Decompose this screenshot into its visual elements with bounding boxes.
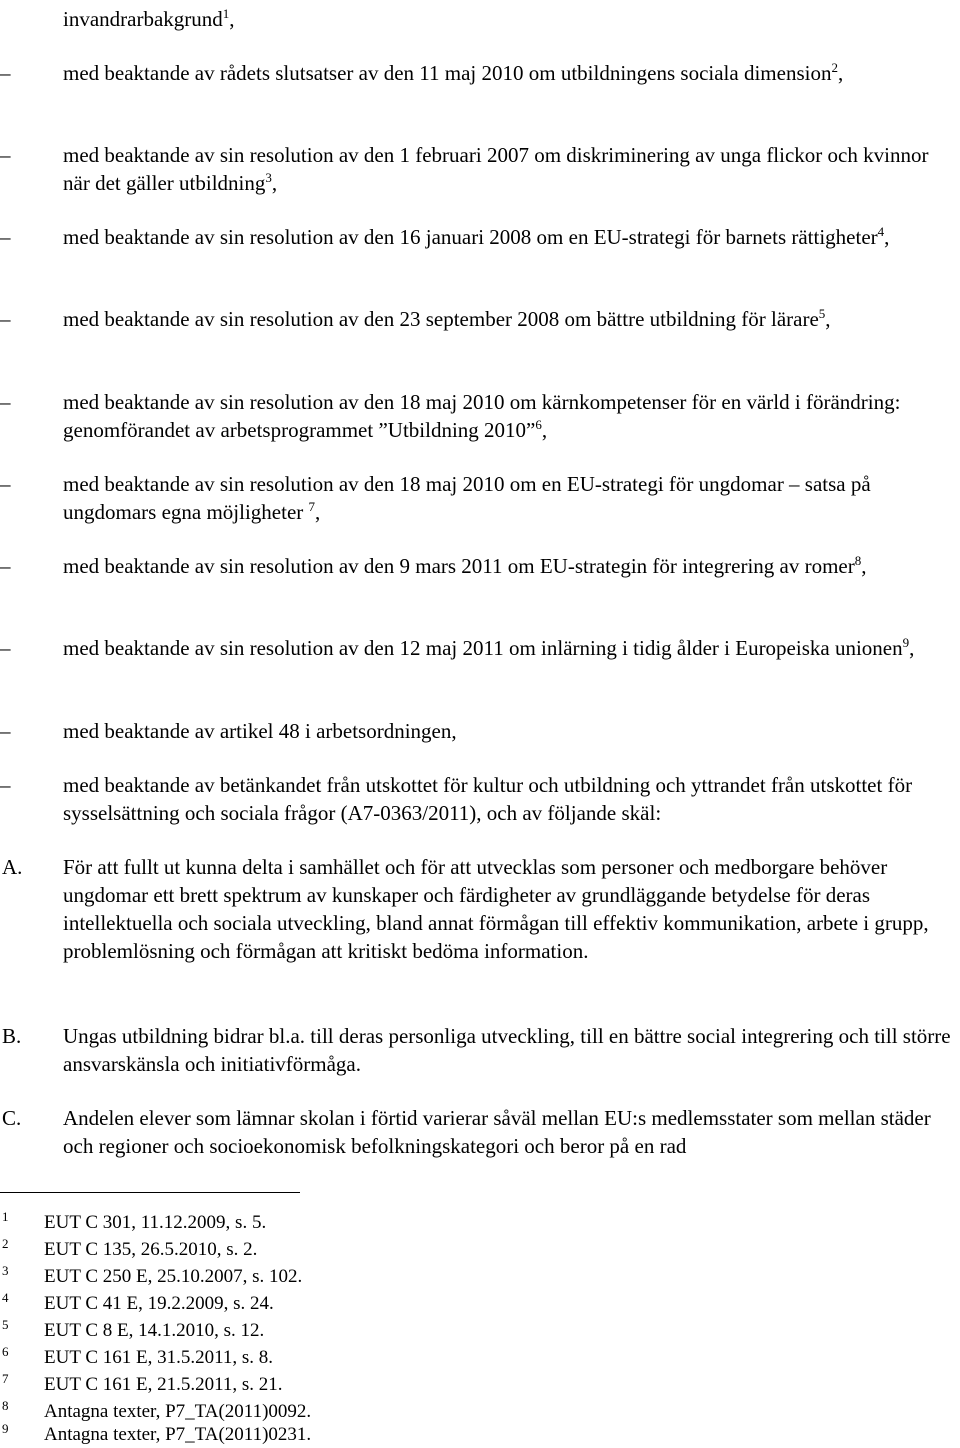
footnote-ref: 4 — [877, 224, 885, 239]
footnote-number: 9 — [2, 1421, 9, 1436]
footnote-text: EUT C 41 E, 19.2.2009, s. 24. — [44, 1293, 274, 1314]
dash-marker: – — [0, 773, 11, 797]
citation-4: – med beaktande av sin resolution av den 23 september 2008 om bättre utbildning för lärare$^5$, — [0, 306, 831, 331]
footnote-ref: 7 — [308, 499, 316, 514]
citation-5: – med beaktande av sin resolution av den 18 maj 2010 om kärnkompetenser för en värld i förändring: genomförandet av arbetsprogrammet ”Utbildning 2010”$^6$, — [0, 390, 901, 442]
recital-letter: B. — [2, 1024, 22, 1048]
citation-text: med beaktande av sin resolution av den 16 januari 2008 om en EU-strategi för barnets rättigheter — [63, 225, 878, 249]
footnote — [0, 1236, 900, 1263]
recital-text: Andelen elever som lämnar skolan i förtid varierar såväl mellan EU:s medlemsstater som mellan städer och regioner och socioekonomisk befolkningskategori och beror på en rad — [63, 1106, 931, 1158]
footnote-text: Antagna texter, P7_TA(2011)0092. — [44, 1401, 312, 1422]
footnote-ref: 9 — [902, 635, 910, 650]
footnote — [0, 1317, 900, 1344]
intro-fragment: invandrarbakgrund$^1$, — [63, 6, 235, 31]
citation-7: – med beaktande av sin resolution av den 9 mars 2011 om EU-strategin för integrering av romer$^8$, — [0, 553, 867, 578]
intro-text: invandrarbakgrund — [63, 7, 223, 31]
dash-marker: – — [0, 390, 11, 414]
footnote — [0, 1344, 900, 1371]
dash-marker: – — [0, 719, 11, 743]
footnote-text: EUT C 250 E, 25.10.2007, s. 102. — [44, 1266, 303, 1287]
dash-marker: – — [0, 143, 11, 167]
citation-1: – med beaktande av rådets slutsatser av den 11 maj 2010 om utbildningens sociala dimension$^2$, — [0, 60, 844, 85]
recital-text: För att fullt ut kunna delta i samhället och för att utvecklas som personer och medborgare behöver ungdomar ett brett spektrum av kunskaper och färdigheter av grundläggande betydelse för deras intellektuella och sociala utveckling, bland annat förmågan till effektiv kommunikation, arbete i grupp, problemlösning och förmågan att kritiskt bedöma information. — [63, 855, 929, 963]
footnote-number: 8 — [2, 1398, 9, 1413]
citation-2: – med beaktande av sin resolution av den 1 februari 2007 om diskriminering av unga flickor och kvinnor när det gäller utbildning$^3$, — [0, 143, 929, 195]
recital-letter: C. — [2, 1106, 22, 1130]
footnote-ref: 2 — [831, 60, 838, 75]
footnote-number: 1 — [2, 1209, 9, 1224]
footnote-number: 2 — [2, 1236, 9, 1251]
footnote-separator — [0, 1192, 300, 1193]
recital-text: Ungas utbildning bidrar bl.a. till deras personliga utveckling, till en bättre social integrering och till större ansvarskänsla och initiativförmåga. — [63, 1024, 951, 1076]
footnote-ref: 1 — [222, 6, 230, 21]
footnote-number: 7 — [2, 1371, 9, 1386]
footnote-number: 6 — [2, 1344, 9, 1359]
citation-text: med beaktande av rådets slutsatser av den 11 maj 2010 om utbildningens sociala dimension — [63, 61, 832, 85]
footnote-text: EUT C 301, 11.12.2009, s. 5. — [44, 1212, 267, 1233]
footnote-text: EUT C 161 E, 21.5.2011, s. 21. — [44, 1374, 283, 1395]
recital-a — [0, 853, 960, 965]
dash-marker: – — [0, 636, 11, 660]
citation-6: – med beaktande av sin resolution av den 18 maj 2010 om en EU-strategi för ungdomar – satsa på ungdomars egna möjligheter $^7$, — [0, 472, 871, 524]
footnote-number: 5 — [2, 1317, 9, 1332]
citation-text: med beaktande av sin resolution av den 18 maj 2010 om en EU-strategi för ungdomar – satsa på ungdomars egna möjligheter — [63, 472, 871, 524]
citation-10 — [0, 771, 960, 827]
citation-text: med beaktande av sin resolution av den 18 maj 2010 om kärnkompetenser för en värld i förändring: genomförandet av arbetsprogrammet ”Utbildning 2010” — [63, 390, 901, 442]
recital-b — [0, 1022, 960, 1078]
footnote — [0, 1371, 900, 1398]
dash-marker: – — [0, 554, 11, 578]
dash-marker: – — [0, 472, 11, 496]
citation-text: med beaktande av sin resolution av den 23 september 2008 om bättre utbildning för lärare — [63, 307, 819, 331]
citation-text: med beaktande av sin resolution av den 9 mars 2011 om EU-strategin för integrering av romer — [63, 554, 855, 578]
citation-8: – med beaktande av sin resolution av den 12 maj 2011 om inlärning i tidig ålder i Europeiska unionen$^9$, — [0, 635, 915, 660]
citation-text: med beaktande av sin resolution av den 1 februari 2007 om diskriminering av unga flickor och kvinnor när det gäller utbildning — [63, 143, 929, 195]
citation-3: – med beaktande av sin resolution av den 16 januari 2008 om en EU-strategi för barnets rättigheter$^4$, — [0, 224, 890, 249]
citation-text: med beaktande av artikel 48 i arbetsordningen, — [63, 719, 457, 743]
footnote-text: EUT C 135, 26.5.2010, s. 2. — [44, 1239, 258, 1260]
dash-marker: – — [0, 61, 11, 85]
footnote — [0, 1421, 900, 1448]
footnote-text: EUT C 161 E, 31.5.2011, s. 8. — [44, 1347, 274, 1368]
footnote-ref: 8 — [854, 553, 862, 568]
citation-text: med beaktande av betänkandet från utskottet för kultur och utbildning och yttrandet från utskottet för sysselsättning och sociala frågor (A7-0363/2011), och av följande skäl: — [63, 773, 913, 825]
recital-c — [0, 1104, 960, 1160]
footnote — [0, 1290, 900, 1317]
dash-marker: – — [0, 225, 11, 249]
citation-text: med beaktande av sin resolution av den 12 maj 2011 om inlärning i tidig ålder i Europeiska unionen — [63, 636, 903, 660]
footnote-number: 3 — [2, 1263, 9, 1278]
footnote-text: EUT C 8 E, 14.1.2010, s. 12. — [44, 1320, 265, 1341]
footnote-ref: 5 — [818, 306, 826, 321]
recital-letter: A. — [2, 855, 23, 879]
footnote-number: 4 — [2, 1290, 9, 1305]
footnote-text: Antagna texter, P7_TA(2011)0231. — [44, 1424, 312, 1445]
footnote — [0, 1263, 900, 1290]
dash-marker: – — [0, 307, 11, 331]
footnote-ref: 3 — [265, 170, 272, 185]
footnote-ref: 6 — [535, 417, 542, 432]
citation-9 — [0, 717, 960, 745]
footnote — [0, 1209, 900, 1236]
